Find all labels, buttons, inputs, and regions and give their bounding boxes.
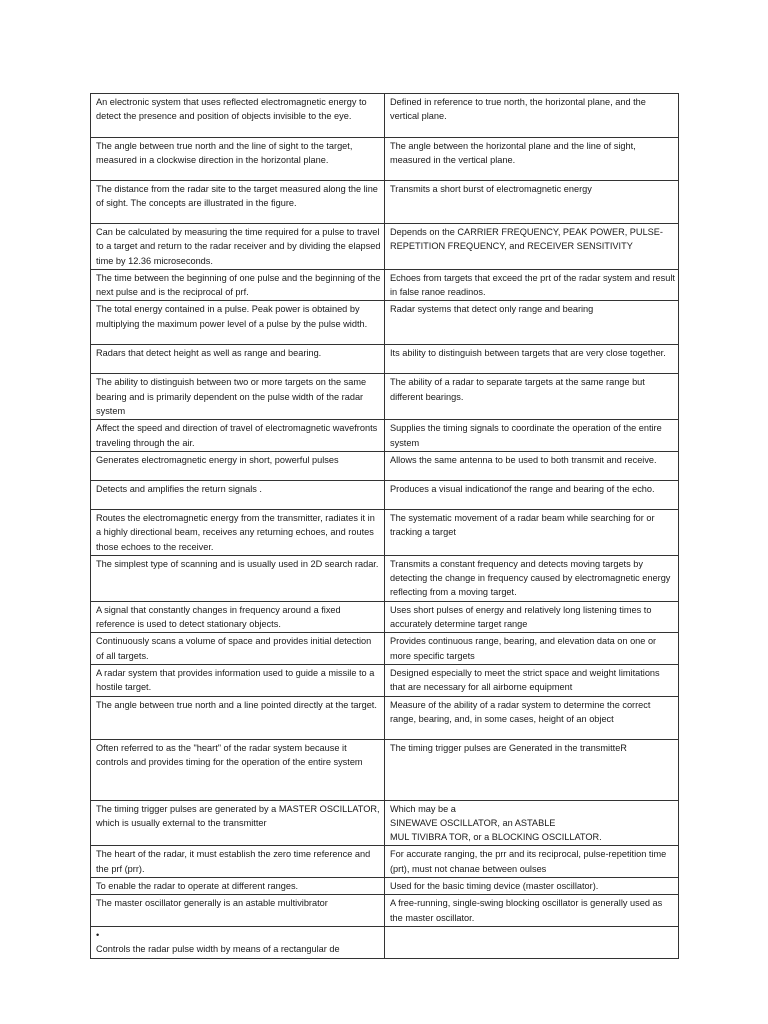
term-cell: The heart of the radar, it must establish the zero time reference and the prf (prr).: [91, 846, 385, 878]
definition-cell: For accurate ranging, the prr and its reciprocal, pulse-repetition time (prt), must not chanae between oulses: [385, 846, 679, 878]
definition-cell: Allows the same antenna to be used to both transmit and receive.: [385, 451, 679, 480]
table-row: [91, 374, 679, 420]
table-row: [91, 696, 679, 739]
table-row: [91, 94, 679, 138]
definition-cell: Produces a visual indicationof the range and bearing of the echo.: [385, 480, 679, 509]
table-row: [91, 800, 679, 846]
definition-cell: The systematic movement of a radar beam while searching for or tracking a target: [385, 509, 679, 555]
definition-cell: Designed especially to meet the strict space and weight limitations that are necessary for all airborne equipment: [385, 664, 679, 696]
flashcard-table: [90, 93, 679, 959]
table-row: [91, 739, 679, 800]
table-row: [91, 138, 679, 181]
table-row: [91, 878, 679, 895]
term-cell: Affect the speed and direction of travel of electromagnetic wavefronts traveling through the air.: [91, 420, 385, 452]
definition-cell: Which may be a SINEWAVE OSCILLATOR, an ASTABLE MUL TIVIBRA TOR, or a BLOCKING OSCILLATOR.: [385, 800, 679, 846]
table-row: [91, 420, 679, 452]
definition-cell: The timing trigger pulses are Generated in the transmitteR: [385, 739, 679, 800]
term-cell: Routes the electromagnetic energy from the transmitter, radiates it in a highly directional beam, receives any returning echoes, and routes those echoes to the receiver.: [91, 509, 385, 555]
table-row: [91, 926, 679, 958]
term-cell: To enable the radar to operate at different ranges.: [91, 878, 385, 895]
term-cell: The time between the beginning of one pulse and the beginning of the next pulse and is the reciprocal of prf.: [91, 269, 385, 301]
term-cell: A signal that constantly changes in frequency around a fixed reference is used to detect stationary objects.: [91, 601, 385, 633]
table-row: [91, 181, 679, 224]
term-cell: The angle between true north and the line of sight to the target, measured in a clockwise direction in the horizontal plane.: [91, 138, 385, 181]
table-row: [91, 664, 679, 696]
term-cell: The simplest type of scanning and is usually used in 2D search radar.: [91, 555, 385, 601]
table-row: [91, 846, 679, 878]
table-row: [91, 633, 679, 665]
definition-cell: The ability of a radar to separate targets at the same range but different bearings.: [385, 374, 679, 420]
term-cell: The timing trigger pulses are generated by a MASTER OSCILLATOR, which is usually external to the transmitter: [91, 800, 385, 846]
definition-cell: Defined in reference to true north, the horizontal plane, and the vertical plane.: [385, 94, 679, 138]
definition-cell: Supplies the timing signals to coordinate the operation of the entire system: [385, 420, 679, 452]
term-cell: Often referred to as the "heart" of the radar system because it controls and provides timing for the operation of the entire system: [91, 739, 385, 800]
table-row: [91, 895, 679, 927]
table-row: [91, 480, 679, 509]
table-row: [91, 555, 679, 601]
table-row: [91, 601, 679, 633]
definition-cell: Uses short pulses of energy and relatively long listening times to accurately determine target range: [385, 601, 679, 633]
definition-cell: [385, 926, 679, 958]
term-cell: The total energy contained in a pulse. Peak power is obtained by multiplying the maximum power level of a pulse by the pulse width.: [91, 301, 385, 345]
definition-cell: The angle between the horizontal plane and the line of sight, measured in the vertical plane.: [385, 138, 679, 181]
definition-cell: Transmits a constant frequency and detects moving targets by detecting the change in frequency caused by electromagnetic energy reflecting from a moving target.: [385, 555, 679, 601]
term-cell: Detects and amplifies the return signals .: [91, 480, 385, 509]
table-row: [91, 301, 679, 345]
table-row: [91, 509, 679, 555]
definition-cell: A free-running, single-swing blocking oscillator is generally used as the master oscillator.: [385, 895, 679, 927]
term-cell: The angle between true north and a line pointed directly at the target.: [91, 696, 385, 739]
table-row: [91, 345, 679, 374]
definition-cell: Radar systems that detect only range and bearing: [385, 301, 679, 345]
term-cell: The ability to distinguish between two or more targets on the same bearing and is primarily dependent on the pulse width of the radar system: [91, 374, 385, 420]
table-row: [91, 451, 679, 480]
term-cell: An electronic system that uses reflected electromagnetic energy to detect the presence and position of objects invisible to the eye.: [91, 94, 385, 138]
table-row: [91, 224, 679, 270]
definition-cell: Echoes from targets that exceed the prt of the radar system and result in false ranoe readinos.: [385, 269, 679, 301]
definition-cell: Depends on the CARRIER FREQUENCY, PEAK POWER, PULSE-REPETITION FREQUENCY, and RECEIVER SENSITIVITY: [385, 224, 679, 270]
term-cell: The master oscillator generally is an astable multivibrator: [91, 895, 385, 927]
table-row: [91, 269, 679, 301]
term-cell: • Controls the radar pulse width by means of a rectangular de: [91, 926, 385, 958]
definition-cell: Provides continuous range, bearing, and elevation data on one or more specific targets: [385, 633, 679, 665]
flashcard-table-body: [91, 94, 679, 959]
term-cell: Continuously scans a volume of space and provides initial detection of all targets.: [91, 633, 385, 665]
term-cell: Radars that detect height as well as range and bearing.: [91, 345, 385, 374]
term-cell: A radar system that provides information used to guide a missile to a hostile target.: [91, 664, 385, 696]
term-cell: The distance from the radar site to the target measured along the line of sight. The concepts are illustrated in the figure.: [91, 181, 385, 224]
definition-cell: Measure of the ability of a radar system to determine the correct range, bearing, and, in some cases, height of an object: [385, 696, 679, 739]
definition-cell: Its ability to distinguish between targets that are very close together.: [385, 345, 679, 374]
term-cell: Can be calculated by measuring the time required for a pulse to travel to a target and return to the radar receiver and by dividing the elapsed time by 12.36 microseconds.: [91, 224, 385, 270]
term-cell: Generates electromagnetic energy in short, powerful pulses: [91, 451, 385, 480]
definition-cell: Transmits a short burst of electromagnetic energy: [385, 181, 679, 224]
definition-cell: Used for the basic timing device (master oscillator).: [385, 878, 679, 895]
